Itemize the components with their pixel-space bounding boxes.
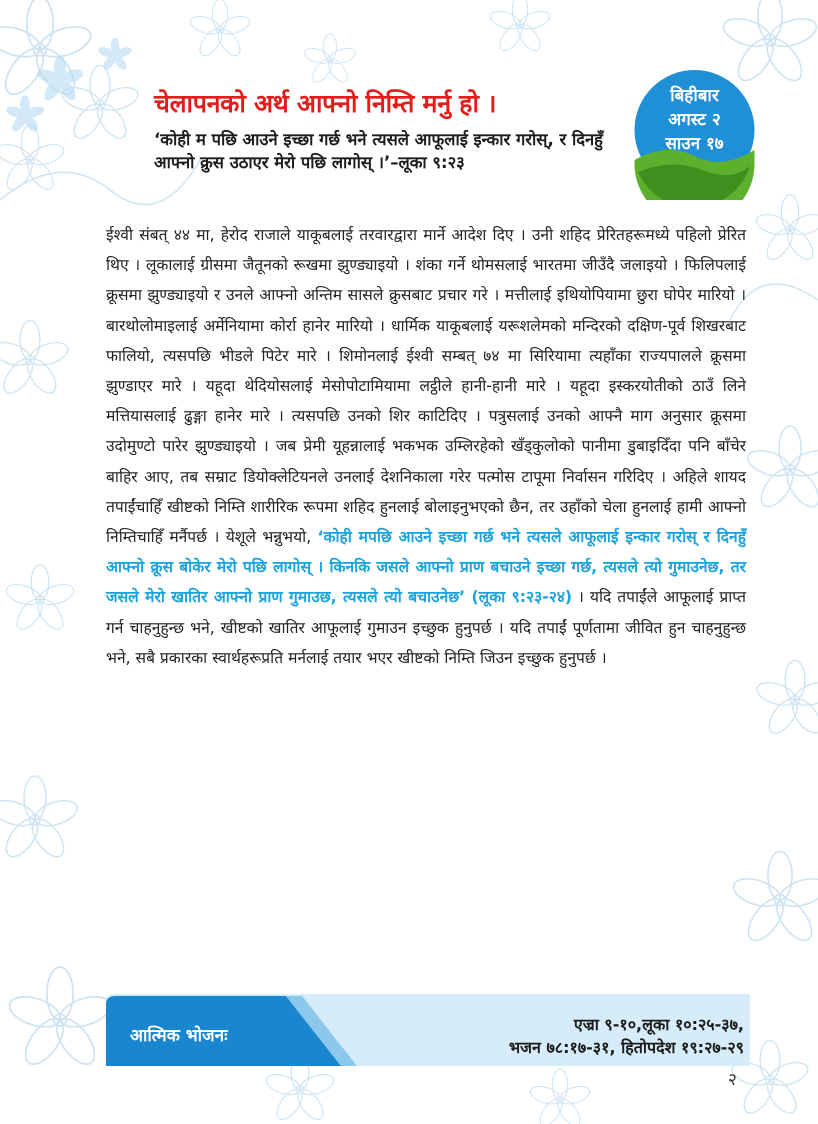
reading-line-2: भजन ७८:१७-३१, हितोपदेश १९:२७-२९ <box>508 1038 744 1057</box>
date-text <box>632 84 757 156</box>
key-verse: ‘कोही म पछि आउने इच्छा गर्छ भने त्यसले आफूलाई इन्कार गरोस्, र दिनहुँ आफ्नो क्रुस उठाएर मेरो पछि लागोस् ।’–लूका ९:२३ <box>154 130 603 172</box>
gregorian-date: अगस्ट २ <box>668 110 721 130</box>
nepali-date: साउन १७ <box>665 134 724 154</box>
reading-line-1: एज्रा ९-१०,लूका १०:२५-३७, <box>573 1015 744 1034</box>
page-title: चेलापनको अर्थ आफ्नो निम्ति मर्नु हो । <box>154 89 497 118</box>
spiritual-food-label: आत्मिक भोजनः <box>130 1026 228 1046</box>
page-number: २ <box>728 1070 737 1090</box>
body-paragraph-end: । यदि तपाईंले आफूलाई प्राप्त गर्न चाहनुहुन्छ भने, खीष्टको खातिर आफूलाई गुमाउन इच्छुक हुनुपर्छ । यदि तपाईं पूर्णतामा जीवित हुन चाहनुहुन्छ भने, सबै प्रकारका स्वार्थहरूप्रति मर्नलाई तयार भएर खीष्टको निम्ति जिउन इच्छुक हुनुपर्छ । <box>106 588 746 667</box>
scripture-quote: ‘कोही मपछि आउने इच्छा गर्छ भने त्यसले आफूलाई इन्कार गरोस् र दिनहुँ आफ्नो क्रूस बोकेर मेरो पछि लागोस् । किनकि जसले आफ्नो प्राण बचाउने इच्छा गर्छ, त्यसले त्यो गुमाउनेछ, तर जसले मेरो खातिर आफ्नो प्राण गुमाउछ, त्यसले त्यो बचाउनेछ’ (लूका ९:२३-२४) <box>106 528 746 607</box>
body-paragraph-start: ईश्वी संबत् ४४ मा, हेरोद राजाले याकूबलाई तरवारद्वारा मार्ने आदेश दिए । उनी शहिद प्रेरितहरूमध्ये पहिलो प्रेरित थिए । लूकालाई ग्रीसमा जैतूनको रूखमा झुण्ड्याइयो । शंका गर्ने थोमसलाई भारतमा जीउँदै जलाइयो । फिलिपलाई क्रूसमा झुण्ड्याइयो र उनले आफ्नो अन्तिम सासले क्रुसबाट प्रचार गरे । मत्तीलाई इथियोपियामा छुरा घोपेर मारियो । बारथोलोमाइलाई अर्मेनियामा कोर्रा हानेर मारियो । धार्मिक याकूबलाई यरूशलेमको मन्दिरको दक्षिण-पूर्व शिखरबाट फालियो, त्यसपछि भीडले पिटेर मारे । शिमोनलाई ईश्वी सम्बत् ७४ मा सिरियामा त्यहाँका राज्यपालले क्रूसमा झुण्डाएर मारे । यहूदा थेदियोसलाई मेसोपोटामियामा लट्ठीले हानी-हानी मारे । यहूदा इस्करयोतीको ठाउँ लिने मत्तियासलाई ढुङ्गा हानेर मारे । त्यसपछि उनको शिर काटिदिए । पत्रुसलाई उनको आफ्नै माग अनुसार क्रूसमा उदोमुण्टो पारेर झुण्ड्याइयो । जब प्रेमी यूहन्नालाई भकभक उम्लिरहेको खँड्कुलोको पानीमा डुबाइदिँदा पनि बाँचेर बाहिर आए, तब सम्राट डियोक्लेटियनले उनलाई देशनिकाला गरेर पत्मोस टापूमा निर्वासन गरिदिए । अहिले शायद तपाईंचाहिँ खीष्टको निम्ति शारीरिक रूपमा शहिद हुनलाई बोलाइनुभएको छैन, तर उहाँको चेला हुनलाई हामी आफ्नो निम्तिचाहिँ मर्नैपर्छ । येशूले भन्नुभयो, <box>106 226 746 547</box>
devotional-body <box>106 220 746 673</box>
weekday: बिहीबार <box>670 86 719 106</box>
reading-references <box>360 1013 744 1059</box>
